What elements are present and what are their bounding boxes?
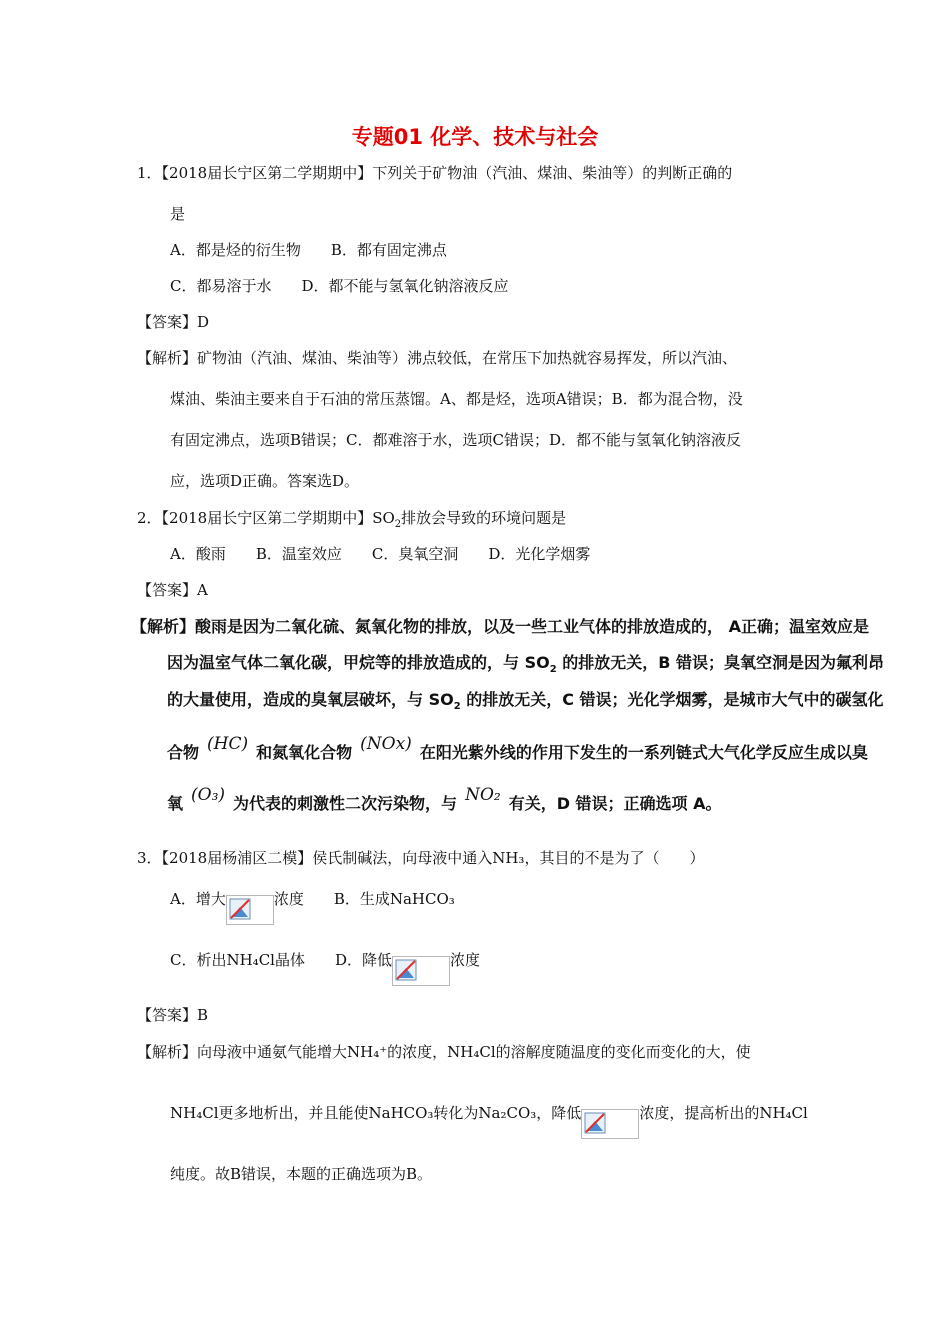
q1-answer: 【答案】D xyxy=(137,313,210,331)
page-title: 专题01 化学、技术与社会 xyxy=(351,125,599,149)
formula-hc: (HC) xyxy=(207,734,249,754)
q3-option-a-prefix: A．增大 xyxy=(170,890,226,908)
q1-stem-line2: 是 xyxy=(170,205,186,223)
q2-stem-subscript: 2 xyxy=(394,519,402,530)
q2-analysis-line4-b: 和氮氧化合物 xyxy=(256,743,353,762)
q3-answer: 【答案】B xyxy=(137,1006,209,1024)
q2-analysis-line3-a: 的大量使用，造成的臭氧层破坏，与 SO xyxy=(167,690,454,709)
q1-stem-line1: 1．【2018届长宁区第二学期期中】下列关于矿物油（汽油、煤油、柴油等）的判断正确的 xyxy=(137,164,733,182)
q2-analysis-line2-sub: 2 xyxy=(549,664,557,676)
formula-nox: (NOx) xyxy=(360,734,412,754)
q2-analysis-line5-b: 为代表的刺激性二次污染物，与 xyxy=(233,794,458,813)
q2-analysis-line3 xyxy=(167,688,884,719)
q2-analysis-line2 xyxy=(167,651,884,682)
q2-analysis-line4-c: 在阳光紫外线的作用下发生的一系列链式大气化学反应生成以臭 xyxy=(419,743,868,762)
q2-analysis-line4 xyxy=(167,734,868,765)
formula-o3: (O₃) xyxy=(191,785,226,805)
broken-image-icon xyxy=(581,1109,639,1139)
q2-options: A．酸雨 B．温室效应 C．臭氧空洞 D．光化学烟雾 xyxy=(170,545,591,563)
q2-analysis-line5 xyxy=(167,785,722,816)
q1-analysis-line2: 煤油、柴油主要来自于石油的常压蒸馏。A、都是烃，选项A错误；B．都为混合物，没 xyxy=(170,390,743,408)
q1-options-line2: C．都易溶于水 D．都不能与氢氧化钠溶液反应 xyxy=(170,277,509,295)
q3-analysis-line1: 【解析】向母液中通氨气能增大NH₄⁺的浓度，NH₄Cl的溶解度随温度的变化而变化的大，使 xyxy=(137,1043,751,1061)
q2-answer: 【答案】A xyxy=(137,581,208,599)
q2-analysis-line5-c: 有关，D 错误；正确选项 A。 xyxy=(508,794,722,813)
q2-analysis-line4-a: 合物 xyxy=(167,743,200,762)
q3-option-c: C．析出NH₄Cl晶体 D．降低 xyxy=(170,951,392,969)
q3-options-line1 xyxy=(170,885,455,915)
q3-analysis-line3: 纯度。故B错误，本题的正确选项为B。 xyxy=(170,1165,433,1183)
q2-stem-suffix: 排放会导致的环境问题是 xyxy=(401,509,567,527)
q2-stem-prefix: 2．【2018届长宁区第二学期期中】SO xyxy=(137,509,395,527)
q1-options-line1: A．都是烃的衍生物 B．都有固定沸点 xyxy=(170,241,447,259)
q2-analysis-line1: 【解析】酸雨是因为二氧化硫、氮氧化物的排放，以及一些工业气体的排放造成的， A正确；温室效应是 xyxy=(131,617,869,636)
q3-option-d-suffix: 浓度 xyxy=(450,951,481,969)
q2-stem xyxy=(137,507,566,536)
q1-analysis-line3: 有固定沸点，选项B错误；C．都难溶于水，选项C错误；D．都不能与氢氧化钠溶液反 xyxy=(170,431,742,449)
q3-analysis-line2-b: 浓度，提高析出的NH₄Cl xyxy=(639,1104,808,1122)
q2-analysis-line2-c: 的排放无关，B 错误；臭氧空洞是因为氟利昂 xyxy=(556,653,885,672)
q2-analysis-line3-c: 的排放无关，C 错误；光化学烟雾，是城市大气中的碳氢化 xyxy=(460,690,884,709)
q3-stem: 3．【2018届杨浦区二模】侯氏制碱法，向母液中通入NH₃，其目的不是为了（ ） xyxy=(137,849,705,867)
q1-analysis-line4: 应，选项D正确。答案选D。 xyxy=(170,472,360,490)
q3-analysis-line2-a: NH₄Cl更多地析出，并且能使NaHCO₃转化为Na₂CO₃，降低 xyxy=(170,1104,582,1122)
broken-image-icon xyxy=(392,956,450,986)
q1-analysis-line1: 【解析】矿物油（汽油、煤油、柴油等）沸点较低，在常压下加热就容易挥发，所以汽油、 xyxy=(137,349,738,367)
q2-analysis-line3-sub: 2 xyxy=(453,701,461,713)
q2-analysis-line2-a: 因为温室气体二氧化碳，甲烷等的排放造成的，与 SO xyxy=(167,653,550,672)
q3-options-line2 xyxy=(170,946,480,976)
q3-analysis-line2 xyxy=(170,1099,808,1129)
broken-image-icon xyxy=(226,895,274,925)
formula-no2: NO₂ xyxy=(465,785,501,805)
q2-analysis-line5-a: 氧 xyxy=(167,794,184,813)
q3-option-a-suffix: 浓度 B．生成NaHCO₃ xyxy=(273,890,455,908)
